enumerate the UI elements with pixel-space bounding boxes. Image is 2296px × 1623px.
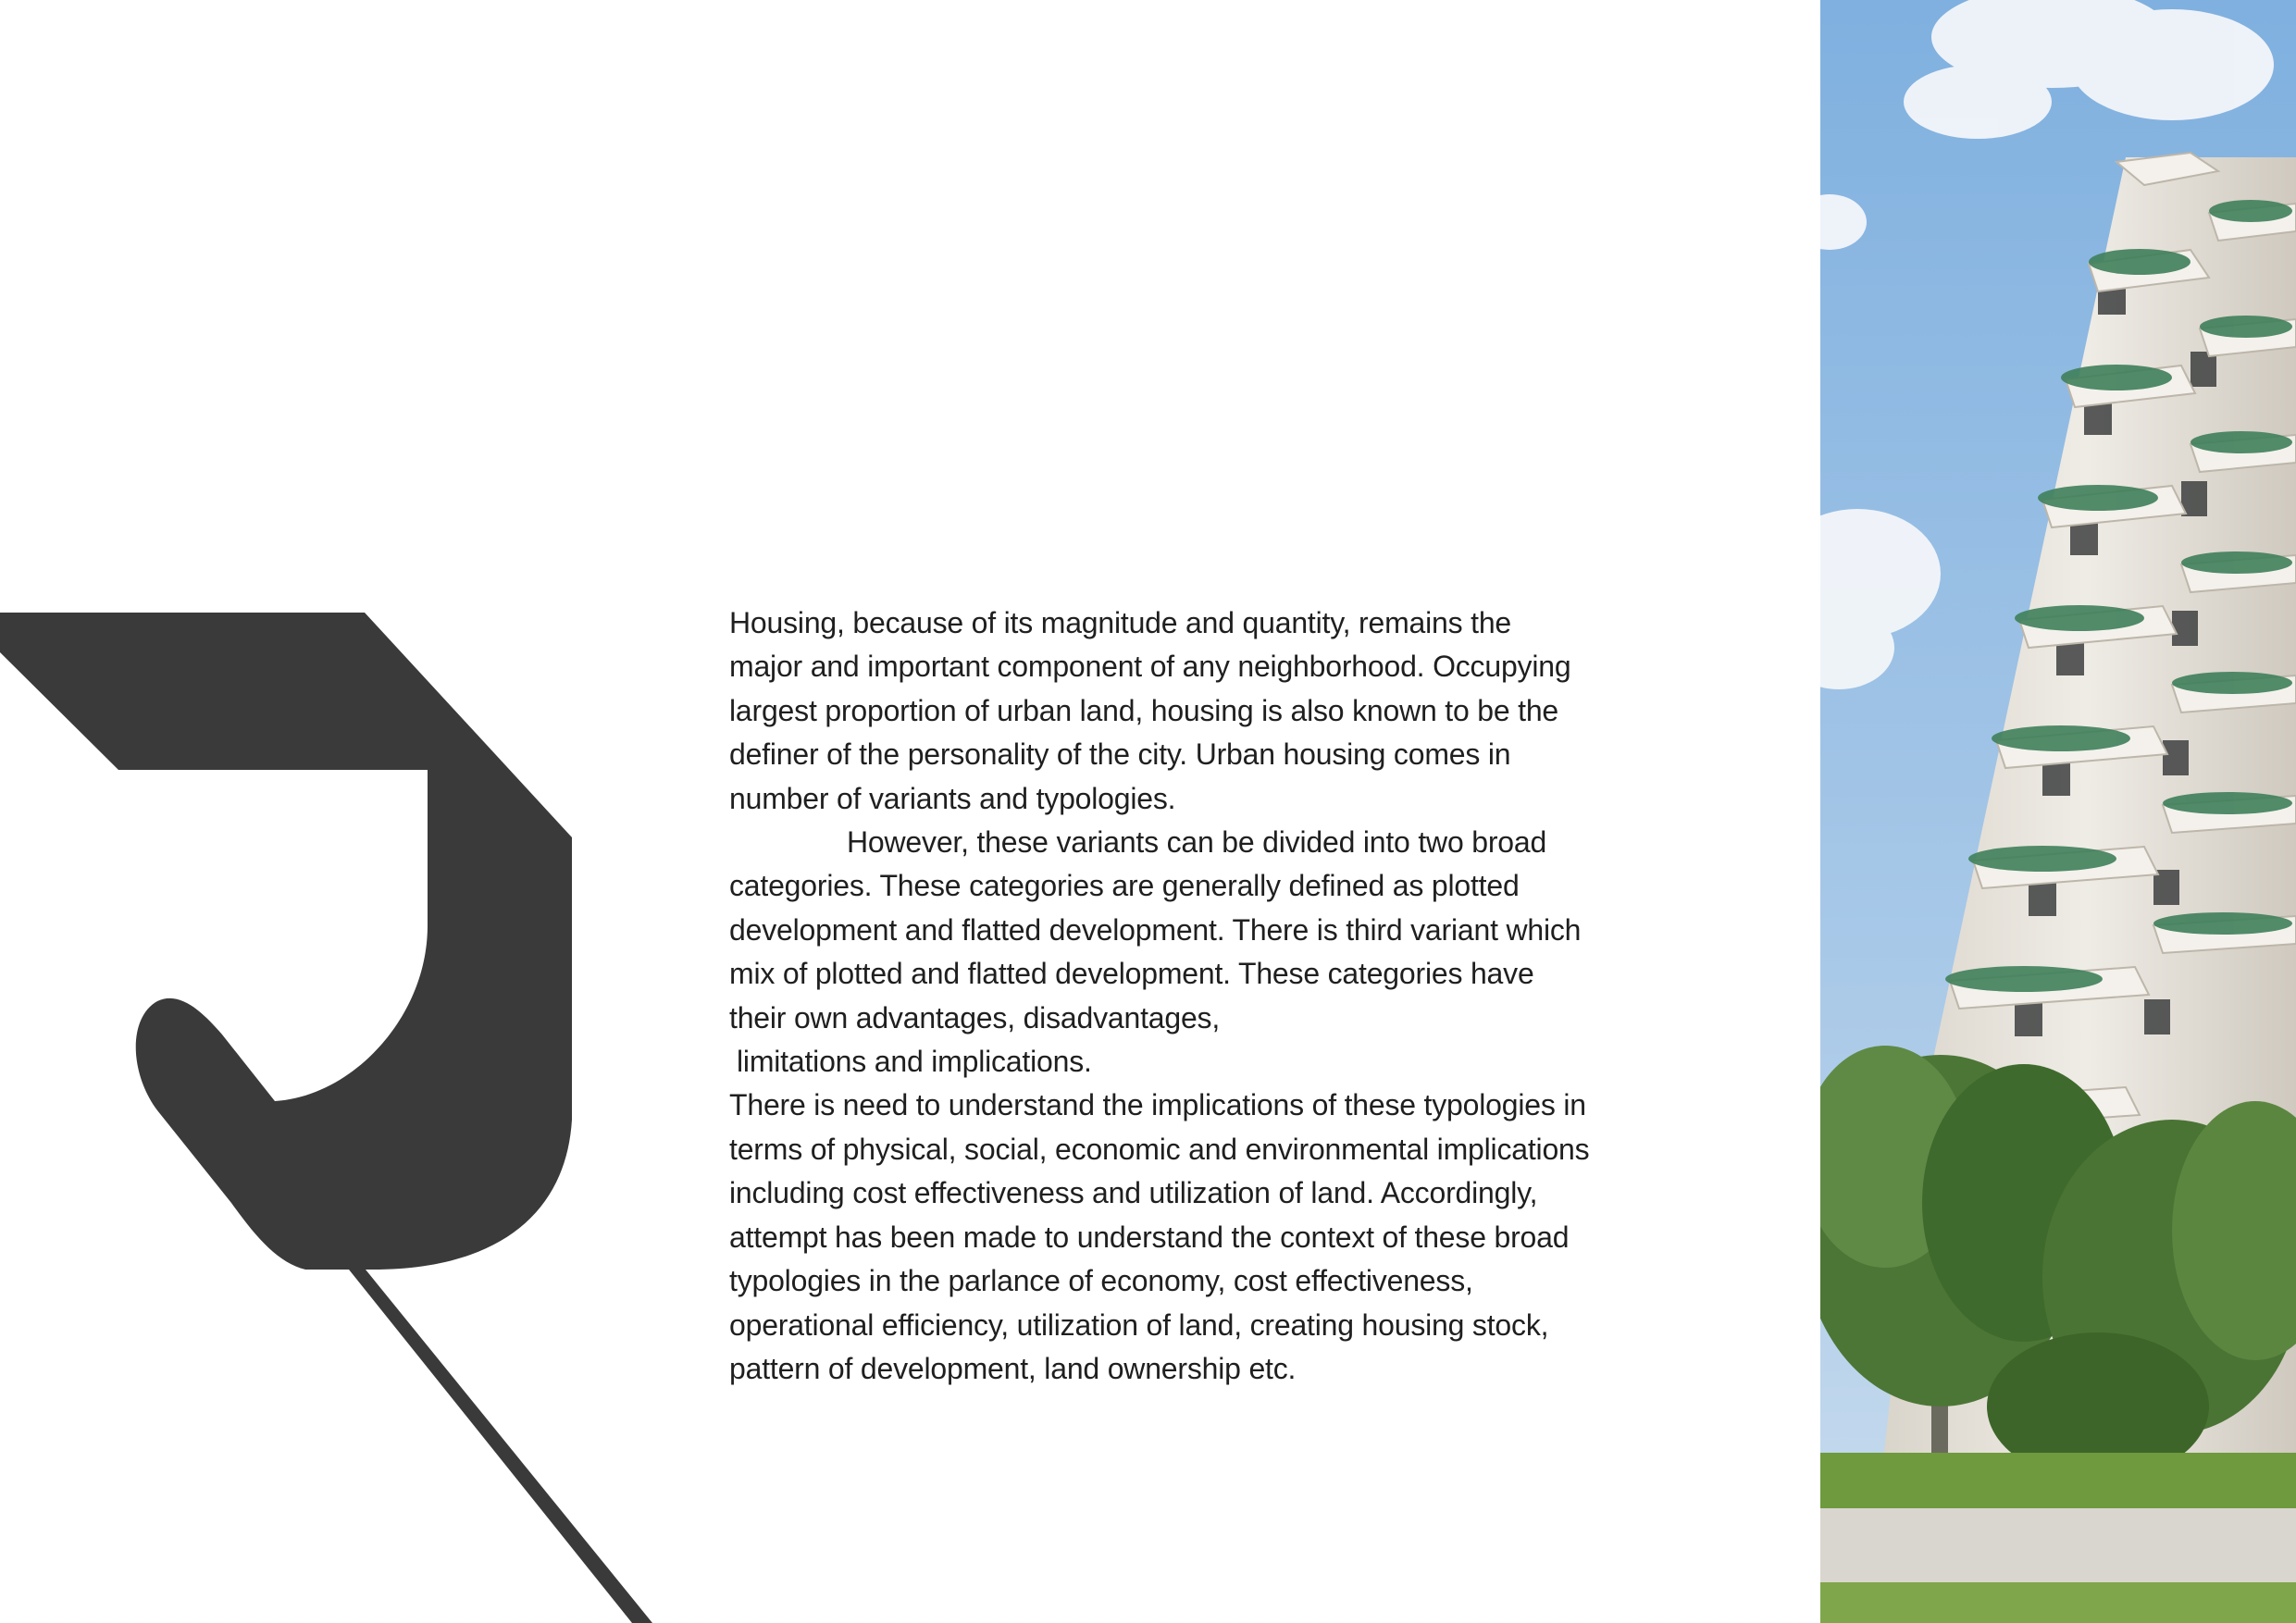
paragraph-line: number of variants and typologies. (729, 781, 1176, 815)
paragraph-line: definer of the personality of the city. Urban housing comes in (729, 737, 1511, 772)
paragraph-line: their own advantages, disadvantages, (729, 1000, 1221, 1035)
paragraph-line: Housing, because of its magnitude and quantity, remains the (729, 606, 1512, 639)
ground-grass (1820, 1582, 2296, 1623)
hook-shape (0, 613, 572, 1270)
lawn (1820, 1453, 2296, 1508)
paragraph-line: pattern of development, land ownership etc. (729, 1351, 1297, 1385)
paragraph-line: mix of plotted and flatted development. These categories have (729, 957, 1534, 991)
paragraph-line: major and important component of any neighborhood. Occupying (729, 650, 1571, 684)
body-paragraph (729, 601, 1645, 1391)
plinth-wall (1820, 1508, 2296, 1582)
building-rendering-image (1820, 0, 2296, 1623)
paragraph-line: largest proportion of urban land, housing is also known to be the (729, 693, 1559, 727)
diagonal-line (349, 1270, 652, 1623)
paragraph-line: development and flatted development. There is third variant which (729, 912, 1582, 947)
paragraph-line: attempt has been made to understand the context of these broad (729, 1220, 1570, 1254)
paragraph-line: terms of physical, social, economic and environmental implications (729, 1132, 1590, 1166)
paragraph-line: limitations and implications. (737, 1045, 1092, 1079)
paragraph-line: There is need to understand the implications of these typologies in (729, 1088, 1586, 1122)
paragraph-line: typologies in the parlance of economy, cost effectiveness, (729, 1264, 1473, 1298)
paragraph-line: operational efficiency, utilization of land, creating housing stock, (729, 1307, 1549, 1342)
paragraph-line: However, these variants can be divided into two broad (847, 825, 1547, 860)
paragraph-line: including cost effectiveness and utilization of land. Accordingly, (729, 1176, 1538, 1210)
paragraph-line: categories. These categories are generally defined as plotted (729, 869, 1520, 903)
